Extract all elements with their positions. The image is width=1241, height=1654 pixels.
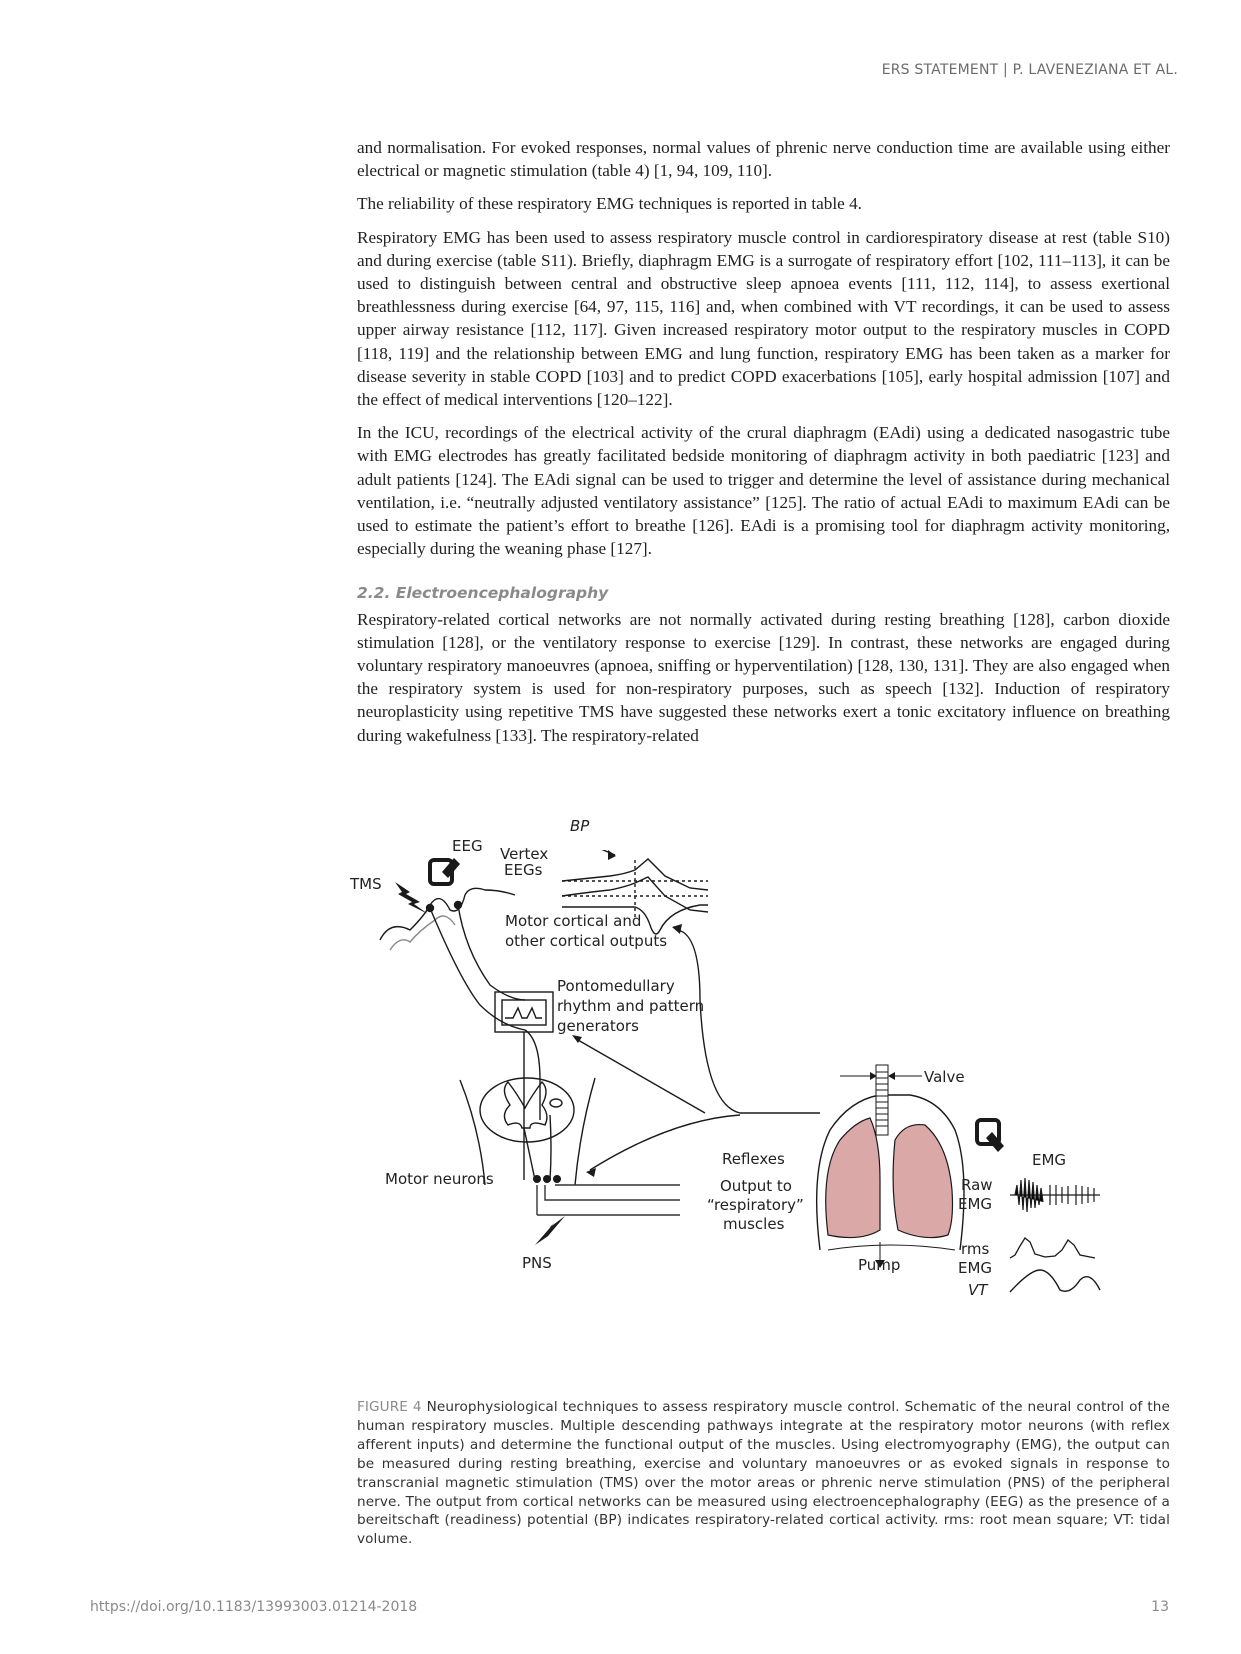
label-raw-emg: EMG [958, 1195, 993, 1213]
paragraph: and normalisation. For evoked responses, normal values of phrenic nerve conduction time are available using either electrical or magnetic stimulation (table 4) [1, 94, 109, 110]. [357, 138, 1170, 181]
paragraph: Respiratory EMG has been used to assess respiratory muscle control in cardiorespiratory disease at rest (table S10) and during exercise (table S11). Briefly, diaphragm EMG is a surrogate of respiratory effort [102, 111–113], it can be used to distinguish between central and obstructive sleep apnoea events [111, 112, 114], to assess exertional breathlessness during exercise [64, 97, 115, 116] and, when combined with VT recordings, it can be used to assess upper airway resistance [112, 117]. Given increased respiratory motor output to the respiratory muscles in COPD [118, 119] and the relationship between EMG and lung function, respiratory EMG has been taken as a marker for disease severity in stable COPD [103] and to predict COPD exacerbations [105], early hospital admission [107] and the effect of medical interventions [120–122]. [357, 227, 1170, 410]
vt-trace [1010, 1270, 1100, 1292]
rms-emg-trace [1010, 1238, 1095, 1258]
tms-bolt-icon [395, 882, 428, 914]
label-pns: PNS [522, 1254, 552, 1272]
eeg-icon [430, 858, 460, 884]
label-eeg: EEG [452, 837, 483, 855]
emg-icon [977, 1120, 1004, 1152]
paragraph: Respiratory-related cortical networks are not normally activated during resting breathing [128], carbon dioxide stimulation [128], or the ventilatory response to exercise [129]. In contrast, these networks are engaged during voluntary respiratory manoeuvres (apnoea, sniffing or hyperventilation) [128, 130, 131]. They are also engaged when the respiratory system is used for non-respiratory purposes, such as speech [132]. Induction of respiratory neuroplasticity using repetitive TMS have suggested these networks exert a tonic excitatory influence on breathing during wakefulness [133]. The respiratory-related [357, 609, 1170, 745]
section-heading: 2.2. Electroencephalography [357, 584, 609, 603]
paragraph: The reliability of these respiratory EMG techniques is reported in table 4. [357, 194, 862, 214]
label-motor-neurons: Motor neurons [385, 1170, 494, 1188]
label-output: muscles [723, 1215, 785, 1233]
label-rms-emg: EMG [958, 1259, 993, 1277]
label-pontomedullary: rhythm and pattern [557, 997, 705, 1015]
label-motor-cortical: other cortical outputs [505, 932, 668, 950]
paragraph: In the ICU, recordings of the electrical activity of the crural diaphragm (EAdi) using a dedicated nasogastric tube with EMG electrodes has greatly facilitated bedside monitoring of diaphragm activity in both paediatric [123] and adult patients [124]. The EAdi signal can be used to trigger and determine the level of assistance during mechanical ventilation, i.e. “neutrally adjusted ventilatory assistance” [125]. The ratio of actual EAdi to maximum EAdi can be used to estimate the patient’s effort to breathe [126]. EAdi is a promising tool for diaphragm activity monitoring, especially during the weaning phase [127]. [357, 423, 1170, 559]
label-pontomedullary: Pontomedullary [557, 977, 675, 995]
label-pontomedullary: generators [557, 1017, 639, 1035]
label-output: Output to [720, 1177, 792, 1195]
label-vertex: Vertex [500, 845, 549, 863]
label-motor-cortical: Motor cortical and [505, 912, 642, 930]
label-bp: BP [570, 817, 590, 835]
label-valve: Valve [924, 1068, 965, 1086]
running-head: ERS STATEMENT | P. LAVENEZIANA ET AL. [881, 62, 1178, 78]
caption-text: Neurophysiological techniques to assess respiratory muscle control. Schematic of the neural control of the human respiratory muscles. Multiple descending pathways integrate at the respiratory motor neurons (with reflex afferent inputs) and determine the functional output of the muscles. Using electromyography (EMG), the output can be measured during resting breathing, exercise and voluntary manoeuvres or as evoked signals in response to transcranial magnetic stimulation (TMS) over the motor areas or phrenic nerve stimulation (PNS) of the peripheral nerve. The output from cortical networks can be measured using electroencephalography (EEG) as the presence of a bereitschaft (readiness) potential (BP) indicates respiratory-related cortical activity. rms: root mean square; VT: tidal volume. [357, 1399, 1170, 1548]
figure-4 [350, 817, 1180, 1390]
label-raw: Raw [961, 1176, 993, 1194]
lungs-illustration [817, 1065, 964, 1268]
page-number: 13 [1151, 1599, 1169, 1615]
label-emg: EMG [1032, 1151, 1067, 1169]
cortex-outline [380, 888, 515, 940]
doi-link[interactable]: https://doi.org/10.1183/13993003.01214-2018 [90, 1599, 418, 1615]
label-tms: TMS [350, 875, 382, 893]
body-text [357, 136, 1170, 757]
figure-caption [357, 1398, 1170, 1549]
label-eegs: EEGs [504, 861, 543, 879]
label-reflexes: Reflexes [722, 1150, 785, 1168]
label-vt: VT [968, 1281, 988, 1299]
figure-diagram [350, 850, 1180, 1390]
raw-emg-trace [1010, 1178, 1100, 1212]
label-rms: rms [961, 1240, 990, 1258]
figure-number: FIGURE 4 [357, 1399, 422, 1415]
label-pump: Pump [858, 1256, 901, 1274]
pns-bolt-icon [535, 1216, 565, 1245]
label-output: “respiratory” [707, 1196, 804, 1214]
